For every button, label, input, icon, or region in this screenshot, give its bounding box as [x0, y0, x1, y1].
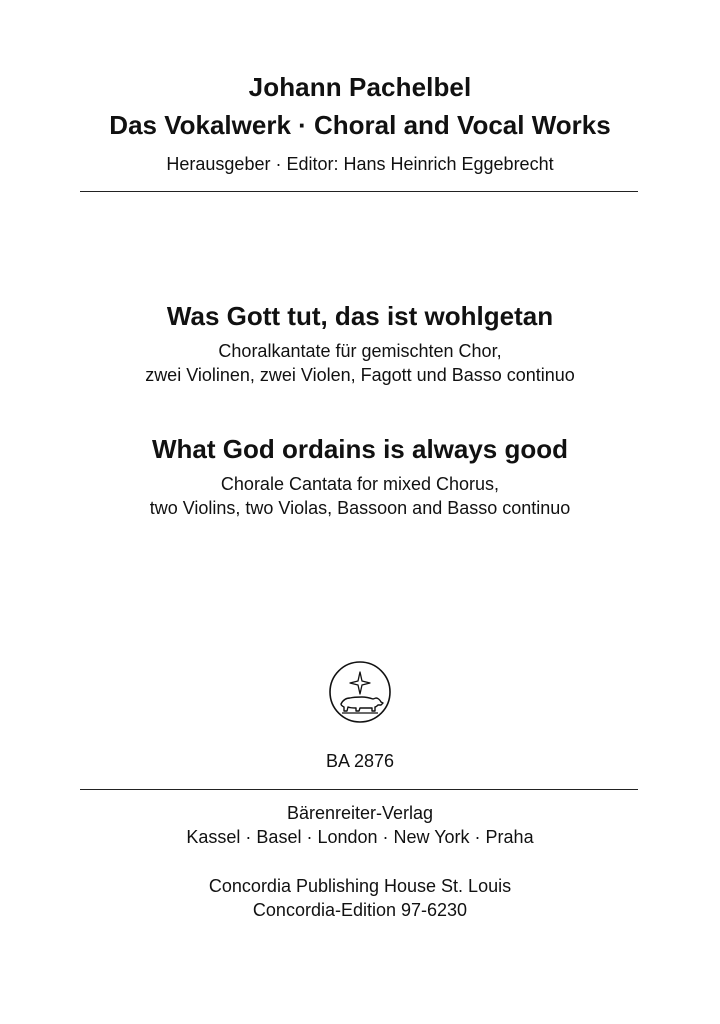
- bottom-divider: [80, 789, 638, 790]
- copublisher-edition: Concordia-Edition 97-6230: [252, 900, 468, 920]
- bear-star-logo-icon: [328, 660, 392, 724]
- publisher-logo-icon: [328, 660, 392, 724]
- publisher-name: Bärenreiter-Verlag: [286, 803, 434, 823]
- publisher-cities: Kassel · Basel · London · New York · Praha: [186, 827, 534, 847]
- editor-line: Herausgeber · Editor: Hans Heinrich Eggebrecht: [166, 154, 554, 174]
- copublisher-name: Concordia Publishing House St. Louis: [208, 876, 512, 896]
- work-subtitle-english-line1: Chorale Cantata for mixed Chorus,: [220, 474, 500, 494]
- top-divider: [80, 191, 638, 192]
- work-title-english: What God ordains is always good: [151, 434, 569, 464]
- work-subtitle-english-line2: two Violins, two Violas, Bassoon and Basso continuo: [149, 498, 571, 518]
- work-subtitle-german-line1: Choralkantate für gemischten Chor,: [218, 341, 502, 361]
- composer-name: Johann Pachelbel: [248, 72, 472, 102]
- series-title: Das Vokalwerk · Choral and Vocal Works: [109, 110, 611, 140]
- work-subtitle-german-line2: zwei Violinen, zwei Violen, Fagott und Basso continuo: [145, 365, 575, 385]
- catalog-number: BA 2876: [325, 751, 395, 771]
- work-title-german: Was Gott tut, das ist wohlgetan: [166, 301, 554, 331]
